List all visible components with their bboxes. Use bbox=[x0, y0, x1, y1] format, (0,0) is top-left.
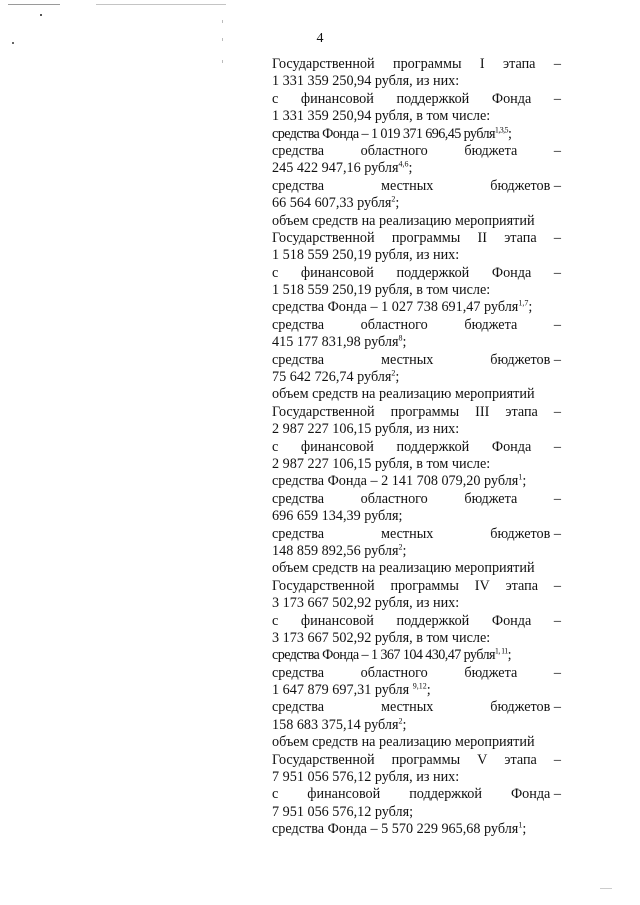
line-word: программы bbox=[391, 229, 461, 246]
text-line bbox=[272, 334, 561, 351]
line-word: – bbox=[553, 490, 561, 507]
line-word: средства bbox=[272, 142, 325, 159]
text-line bbox=[272, 178, 561, 195]
line-text: 1 331 359 250,94 рубля, в том числе: bbox=[272, 108, 491, 125]
line-word: – bbox=[553, 56, 561, 72]
line-word: Фонда bbox=[491, 90, 532, 107]
text-line bbox=[272, 126, 561, 143]
line-word: финансовой bbox=[300, 612, 374, 629]
text-line bbox=[272, 804, 561, 821]
line-text: объем средств на реализацию мероприятий bbox=[272, 212, 535, 229]
line-punctuation: ; bbox=[395, 369, 400, 386]
line-word: бюджетов – bbox=[490, 351, 561, 368]
line-text: объем средств на реализацию мероприятий bbox=[272, 734, 535, 751]
scan-speck bbox=[222, 60, 223, 63]
line-text: 1 518 559 250,19 рубля, из них: bbox=[272, 247, 460, 264]
text-line bbox=[272, 421, 561, 438]
line-word: – bbox=[553, 751, 561, 768]
text-line bbox=[272, 56, 561, 73]
text-line bbox=[272, 560, 561, 577]
text-line bbox=[272, 595, 561, 612]
text-line bbox=[272, 543, 561, 560]
line-text: средства Фонда – 1 027 738 691,47 рубля bbox=[272, 299, 519, 316]
text-line bbox=[272, 786, 561, 803]
scan-mark bbox=[8, 4, 60, 5]
text-line bbox=[272, 682, 561, 699]
line-punctuation: ; bbox=[402, 716, 407, 733]
text-line bbox=[272, 213, 561, 230]
footnote-marker: 1,7 bbox=[518, 298, 529, 308]
text-line bbox=[272, 352, 561, 369]
line-text: 3 173 667 502,92 рубля, в том числе: bbox=[272, 629, 491, 646]
line-text: 1 647 879 697,31 рубля bbox=[272, 682, 413, 699]
line-word: областного bbox=[360, 142, 428, 159]
line-word: областного bbox=[360, 316, 428, 333]
line-word: программы bbox=[390, 403, 460, 420]
line-word: программы bbox=[391, 751, 461, 768]
line-text: 75 642 726,74 рубля bbox=[272, 369, 392, 386]
footnote-marker: 9,12 bbox=[412, 681, 427, 691]
text-line bbox=[272, 717, 561, 734]
line-punctuation: ; bbox=[426, 682, 431, 699]
line-text: 245 422 947,16 рубля bbox=[272, 160, 399, 177]
line-text: 2 987 227 106,15 рубля, в том числе: bbox=[272, 455, 491, 472]
text-line bbox=[272, 386, 561, 403]
line-word: бюджета bbox=[464, 664, 518, 681]
scan-mark bbox=[600, 888, 612, 889]
line-word: Государственной bbox=[272, 577, 375, 594]
text-line bbox=[272, 282, 561, 299]
text-line bbox=[272, 230, 561, 247]
line-word: – bbox=[553, 577, 561, 594]
line-text: 1 518 559 250,19 рубля, в том числе: bbox=[272, 282, 491, 299]
line-punctuation: ; bbox=[507, 647, 511, 664]
line-word: бюджета bbox=[464, 142, 518, 159]
text-line bbox=[272, 752, 561, 769]
line-word: этапа bbox=[504, 751, 537, 768]
line-word: средства bbox=[272, 664, 325, 681]
line-word: I bbox=[479, 56, 485, 72]
text-line bbox=[272, 404, 561, 421]
line-word: – bbox=[553, 438, 561, 455]
line-word: – bbox=[553, 142, 561, 159]
text-line bbox=[272, 160, 561, 177]
line-word: областного bbox=[360, 490, 428, 507]
text-line bbox=[272, 647, 561, 664]
line-text: 415 177 831,98 рубля bbox=[272, 334, 399, 351]
line-punctuation: ; bbox=[522, 821, 527, 838]
line-word: программы bbox=[390, 577, 459, 594]
footnote-marker: 4,6 bbox=[398, 159, 409, 169]
text-line bbox=[272, 526, 561, 543]
line-text: 1 331 359 250,94 рубля, из них: bbox=[272, 73, 460, 90]
line-word: финансовой bbox=[307, 786, 381, 803]
line-punctuation: ; bbox=[507, 125, 512, 142]
line-word: программы bbox=[393, 56, 462, 72]
line-word: Фонда bbox=[491, 612, 532, 629]
line-word: V bbox=[477, 751, 488, 768]
line-word: с bbox=[272, 90, 279, 107]
line-word: финансовой bbox=[300, 438, 374, 455]
line-word: – bbox=[553, 612, 561, 629]
line-word: местных bbox=[380, 699, 434, 716]
line-word: – bbox=[553, 229, 561, 246]
footnote-marker: 1, 11 bbox=[494, 646, 508, 656]
line-punctuation: ; bbox=[395, 195, 400, 212]
text-line bbox=[272, 143, 561, 160]
line-word: бюджетов – bbox=[490, 699, 561, 716]
scan-mark bbox=[96, 4, 226, 5]
line-text: средства Фонда – 1 019 371 696,45 рубля bbox=[272, 125, 495, 142]
line-word: IV bbox=[474, 577, 490, 594]
line-word: бюджетов – bbox=[490, 525, 561, 542]
line-word: с bbox=[272, 438, 279, 455]
text-line bbox=[272, 195, 561, 212]
text-line bbox=[272, 699, 561, 716]
line-text: 696 659 134,39 рубля; bbox=[272, 508, 403, 525]
line-word: с bbox=[272, 264, 279, 281]
page-number: 4 bbox=[316, 31, 324, 46]
line-word: средства bbox=[272, 699, 325, 716]
text-line bbox=[272, 456, 561, 473]
footnote-marker: 2 bbox=[398, 542, 403, 552]
line-word: – bbox=[553, 403, 561, 420]
footnote-marker: 2 bbox=[391, 194, 396, 204]
line-word: бюджетов – bbox=[490, 177, 561, 194]
line-word: поддержкой bbox=[396, 264, 470, 281]
line-word: этапа bbox=[504, 229, 537, 246]
line-text: средства Фонда – 1 367 104 430,47 рубля bbox=[272, 647, 495, 664]
line-word: Государственной bbox=[272, 751, 375, 768]
line-text: 148 859 892,56 рубля bbox=[272, 542, 399, 559]
line-word: финансовой bbox=[300, 264, 374, 281]
line-word: Фонда – bbox=[510, 786, 561, 803]
line-text: 7 951 056 576,12 рубля; bbox=[272, 803, 414, 820]
line-text: 2 987 227 106,15 рубля, из них: bbox=[272, 421, 460, 438]
line-word: бюджета bbox=[464, 490, 518, 507]
line-text: 7 951 056 576,12 рубля, из них: bbox=[272, 769, 460, 786]
text-line bbox=[272, 613, 561, 630]
line-word: III bbox=[475, 403, 490, 420]
line-word: местных bbox=[380, 351, 434, 368]
line-word: средства bbox=[272, 525, 325, 542]
line-punctuation: ; bbox=[402, 542, 407, 559]
line-word: – bbox=[553, 316, 561, 333]
text-line bbox=[272, 265, 561, 282]
line-word: средства bbox=[272, 177, 325, 194]
text-line bbox=[272, 247, 561, 264]
line-punctuation: ; bbox=[528, 299, 533, 316]
line-word: поддержкой bbox=[396, 612, 470, 629]
line-word: местных bbox=[380, 525, 434, 542]
line-text: объем средств на реализацию мероприятий bbox=[272, 560, 535, 577]
line-word: средства bbox=[272, 490, 325, 507]
line-word: поддержкой bbox=[396, 90, 470, 107]
text-line bbox=[272, 630, 561, 647]
footnote-marker: 1 bbox=[518, 472, 523, 482]
text-line bbox=[272, 508, 561, 525]
footnote-marker: 8 bbox=[398, 333, 403, 343]
text-line bbox=[272, 734, 561, 751]
line-word: II bbox=[477, 229, 487, 246]
line-word: этапа bbox=[503, 56, 536, 72]
line-word: местных bbox=[380, 177, 434, 194]
line-punctuation: ; bbox=[408, 160, 413, 177]
line-word: Фонда bbox=[491, 438, 532, 455]
line-word: областного bbox=[360, 664, 428, 681]
line-word: поддержкой bbox=[409, 786, 482, 803]
text-line bbox=[272, 317, 561, 334]
text-line bbox=[272, 821, 561, 838]
text-line bbox=[272, 108, 561, 125]
footnote-marker: 1 bbox=[518, 820, 523, 830]
line-word: этапа bbox=[505, 403, 538, 420]
footnote-marker: 1,3,5 bbox=[494, 124, 508, 134]
line-word: поддержкой bbox=[396, 438, 470, 455]
line-text: средства Фонда – 2 141 708 079,20 рубля bbox=[272, 473, 519, 490]
line-text: 3 173 667 502,92 рубля, из них: bbox=[272, 595, 460, 612]
footnote-marker: 2 bbox=[398, 716, 403, 726]
scan-speck bbox=[222, 20, 223, 23]
line-word: – bbox=[553, 264, 561, 281]
scan-speck bbox=[40, 14, 42, 16]
text-line bbox=[272, 491, 561, 508]
line-word: с bbox=[272, 786, 279, 803]
line-punctuation: ; bbox=[522, 473, 527, 490]
document-body bbox=[272, 56, 561, 839]
line-word: финансовой bbox=[300, 90, 374, 107]
line-word: Государственной bbox=[272, 56, 375, 72]
line-text: объем средств на реализацию мероприятий bbox=[272, 386, 535, 403]
line-word: Государственной bbox=[272, 403, 375, 420]
line-punctuation: ; bbox=[402, 334, 407, 351]
text-line bbox=[272, 665, 561, 682]
line-word: этапа bbox=[505, 577, 539, 594]
text-line bbox=[272, 578, 561, 595]
line-text: 66 564 607,33 рубля bbox=[272, 195, 392, 212]
text-line bbox=[272, 73, 561, 90]
line-word: бюджета bbox=[464, 316, 518, 333]
text-line bbox=[272, 299, 561, 316]
footnote-marker: 2 bbox=[391, 368, 396, 378]
text-line bbox=[272, 473, 561, 490]
line-word: средства bbox=[272, 316, 325, 333]
text-line bbox=[272, 769, 561, 786]
text-line bbox=[272, 369, 561, 386]
line-text: средства Фонда – 5 570 229 965,68 рубля bbox=[272, 821, 519, 838]
line-word: Государственной bbox=[272, 229, 375, 246]
line-word: Фонда bbox=[491, 264, 532, 281]
line-word: средства bbox=[272, 351, 325, 368]
line-word: – bbox=[553, 664, 561, 681]
text-line bbox=[272, 439, 561, 456]
line-text: 158 683 375,14 рубля bbox=[272, 716, 399, 733]
line-word: – bbox=[553, 90, 561, 107]
text-line bbox=[272, 91, 561, 108]
line-word: с bbox=[272, 612, 279, 629]
